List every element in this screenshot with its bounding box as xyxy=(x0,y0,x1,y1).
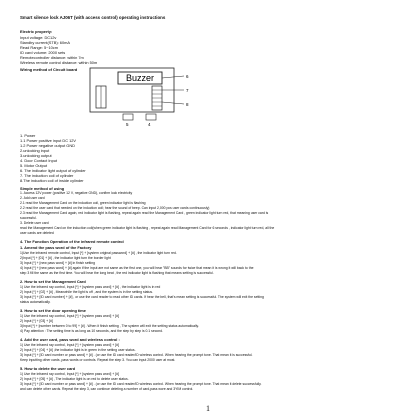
instruction-line: 1. Access 12V power (positive 12 V, negative GND), confirm lock electricity xyxy=(20,191,133,195)
instruction-line: 3) Input [*] + [ID card number or pass word] + [#] . (or use the ID card reader/ID wireless control. When hearing the prompt tone. That mean it is successful. xyxy=(20,353,253,357)
instruction-line: 3. Delete user card xyxy=(20,221,49,225)
pin-list-item: 7. The induction coil of cylinder xyxy=(20,173,74,178)
instruction-line: 2) Input [*] + [04] + [#] ,the indicator light is in green in the setting user status. xyxy=(20,348,136,352)
instruction-line: 2) Input [*] + [03] + [#] xyxy=(20,319,53,323)
section-heading: 4. Add the user card, pass word and wireless control : xyxy=(20,337,120,342)
instruction-line: 4) Input [*] + [new pass word] + [#] again if the input are not same as the first one, you will hear "BB" sounds for twice that mean it is wrong it will back to the xyxy=(20,266,254,270)
instruction-line: 3) Input [*] + [new pass word] + [#] in finish setting xyxy=(20,261,96,265)
buzzer-label: Buzzer xyxy=(125,73,155,83)
instruction-line: 2) Input [*] + [05] + [#] , The indicator light is on red to delete user status. xyxy=(20,377,129,381)
instruction-line: 1) Use the infrared ray control, Input [*] + [system pass word] + [#] xyxy=(20,372,119,376)
instruction-line: 4) Pay attention : The setting time is as long as 10 seconds, and the step by step is 0.1 second. xyxy=(20,329,163,333)
pin-list-item: 3.unlocking output xyxy=(20,153,52,158)
instruction-line: 3) Input [*] + [ID card number] + [#] , or use the card reader to read other ID cards. If hear the bell, that's mean setting is successful. The system will exit the setting xyxy=(20,295,264,299)
pin-list-item: 2.unlocking input xyxy=(20,148,50,153)
instruction-line: 2.2 read the user card that needed on the induction coil; hear the sound of beep. Can input 2,000 pcs user cards continuously) xyxy=(20,206,210,210)
instruction-line: 3) Input [*] + [ID card number or pass word] + [#] . (or use the ID card reader/ID wireless control. When hearing the prompt tone. That mean it delete successfully. xyxy=(20,382,262,386)
spec-line: Wireless remote control distance: within 50m xyxy=(20,60,98,65)
pin-number: 4 xyxy=(148,122,151,127)
pin-number: 8 xyxy=(186,102,189,107)
document-title: Smart silence lock AJ06T (with access control) operating instructions xyxy=(20,15,166,20)
instruction-line: 2.3 read the Management Card again, red indicator light is flashing, repeat again read the Management Card , green indicator light turn red, that meaning user card is xyxy=(20,211,269,215)
section-heading: 3. How to set the door opening time xyxy=(20,308,86,313)
bottom-connector-right xyxy=(146,114,156,120)
simple-method-heading: Simple method of using xyxy=(20,186,65,191)
bottom-connector-left xyxy=(123,114,133,120)
pin-number: 5 xyxy=(126,122,129,127)
instruction-line: status automatically. xyxy=(20,300,51,304)
section-heading: 2. How to set the Management Card xyxy=(20,279,86,284)
instruction-line: and can delete other cards. Repeat the step 3, can continue deleting a number of card,pass wore and 3YIM control. xyxy=(20,387,194,391)
instruction-line: 2) Input [*] + [02] + [#] , Meanwhile the light is off , and the system is in the setting status. xyxy=(20,290,153,294)
instruction-line: successful. xyxy=(20,216,37,220)
instruction-line: 2.1 read the Management Card on the induction coil, green indicator light is flashing xyxy=(20,201,146,205)
instruction-line: 1) Use the infrared ray control, Input [*] + [system pass word] + [#] xyxy=(20,343,119,347)
pin-list-item: 5. Motor Output xyxy=(20,163,48,168)
instruction-line: 3)Input [*] + [number between 0 to 99] + [#] . When it finish setting , The system will exit the setting status automatically. xyxy=(20,324,199,328)
pin-list-item: 6. The indicator light output of cylinder xyxy=(20,168,86,173)
pin-number: 6 xyxy=(186,74,189,79)
instruction-line: 1)Use the infrared remote control, Input [*] + [system original password] + [#] , the indicator light turn red. xyxy=(20,251,177,255)
instruction-line: 1) Use the infrared ray control, Input [*] + [system pass word] + [#] xyxy=(20,314,119,318)
wiring-heading: Wiring method of Circuit board xyxy=(20,67,78,72)
instruction-line: user cards are deleted xyxy=(20,231,54,235)
pin-list-item: 1. Power xyxy=(20,133,36,138)
spec-line: Input voltage: DC12v xyxy=(20,35,57,40)
spec-line: ID card volume: 2000 sets xyxy=(20,50,66,55)
pin-list-item: 1.2 Power negative output GND xyxy=(20,143,75,148)
pin-number: 7 xyxy=(186,88,189,93)
function-operation-heading: 4. The Function Operation of the infrared remote control xyxy=(20,239,124,244)
instruction-line: 1) Use the infrared ray control, Input [*] + [system pass word] + [#] , the indicator light is in red xyxy=(20,285,161,289)
pin-list-item: 8.The induction coil of inside cylinder xyxy=(20,178,84,183)
instruction-line: step 3 fill the same as the first time. You will hear the long beat , the red indicator light is flashing that means setting is successful. xyxy=(20,271,214,275)
circuit-board-diagram xyxy=(88,66,198,128)
section-heading: 5. How to delete the user card xyxy=(20,366,76,371)
instruction-line: read the Management Card on the induction coil(when green indicator light is flashing , repeat again read Management Card for 6 seconds , indicator light turn red, all the xyxy=(20,226,275,230)
section-heading: 1. Amend the pass word of the Factory xyxy=(20,245,92,250)
instruction-line: Keep inputting other cards ,pass words or controls. Repeat the step 3. You can input 2000 user at most. xyxy=(20,358,176,362)
spec-line: Standby current(STB): 60mA xyxy=(20,40,70,45)
spec-line: Read Range: 5~10cm xyxy=(20,45,58,50)
electric-property-heading: Electric property: xyxy=(20,29,53,34)
pin-list-item: 1.1 Power positive input DC 12V xyxy=(20,138,77,143)
spec-line: Remotecontroller distance: within 7m xyxy=(20,55,84,60)
instruction-line: 2. Add user card xyxy=(20,196,45,200)
instruction-line: 2)Input [*] + [01] + [#] , the indicator light turn the border light xyxy=(20,256,111,260)
pin-list-item: 4. Door Contact Input xyxy=(20,158,57,163)
page-number: 1 xyxy=(206,404,210,413)
